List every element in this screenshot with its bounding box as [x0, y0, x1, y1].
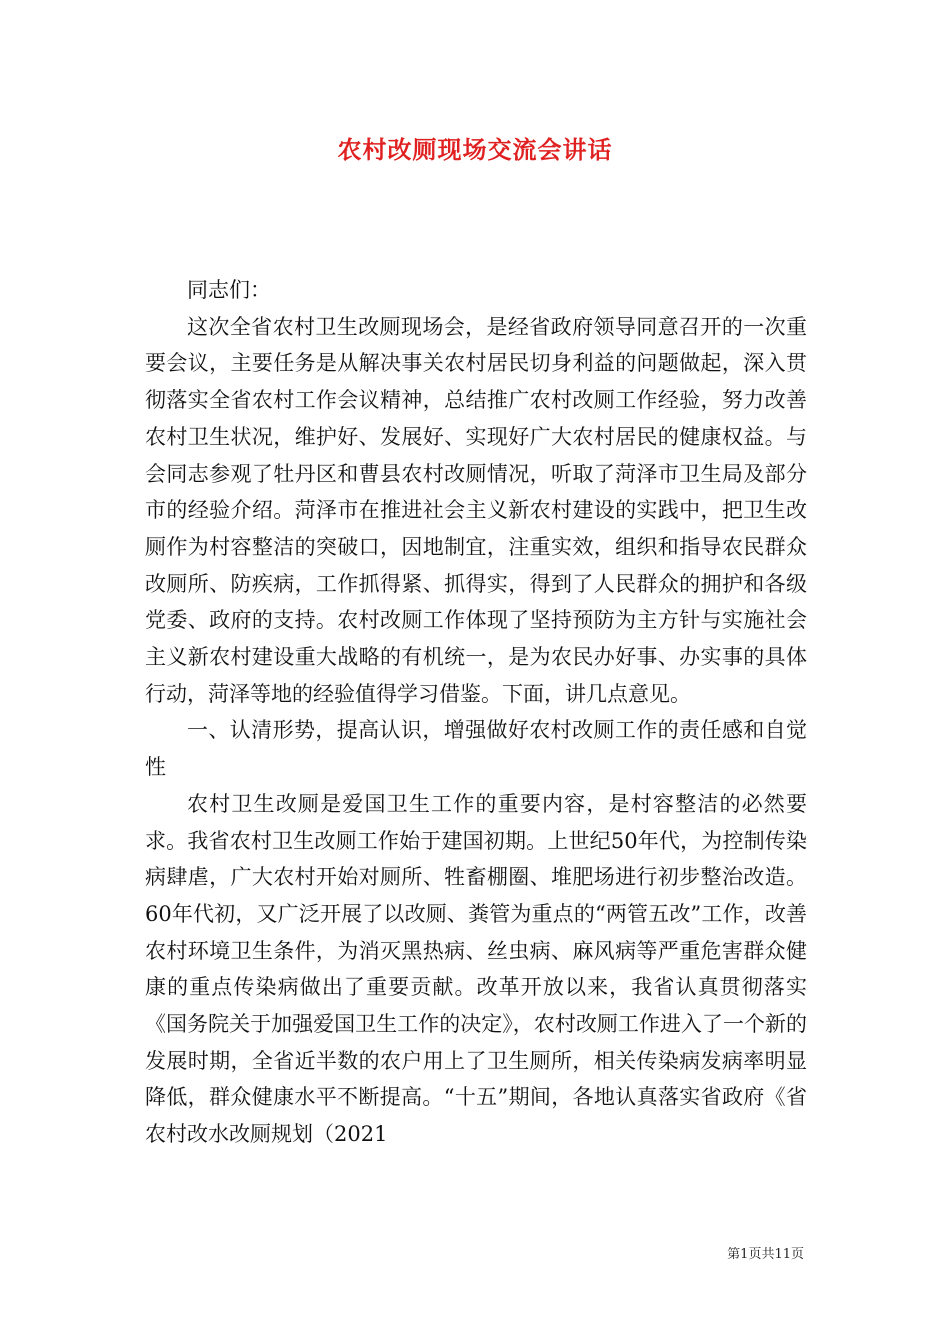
document-body	[145, 272, 807, 1153]
page-number: 第1页共11页	[727, 1247, 804, 1262]
paragraph-history: 农村卫生改厕是爱国卫生工作的重要内容，是村容整洁的必然要求。我省农村卫生改厕工作始于建国初期。上世纪50年代，为控制传染病肆虐，广大农村开始对厕所、牲畜棚圈、堆肥场进行初步整治改造。60年代初，又广泛开展了以改厕、粪管为重点的“两管五改”工作，改善农村环境卫生条件，为消灭黑热病、丝虫病、麻风病等严重危害群众健康的重点传染病做出了重要贡献。改革开放以来，我省认真贯彻落实《国务院关于加强爱国卫生工作的决定》，农村改厕工作进入了一个新的发展时期，全省近半数的农户用上了卫生厕所，相关传染病发病率明显降低，群众健康水平不断提高。“十五”期间，各地认真落实省政府《省农村改水改厕规划（2021	[145, 791, 807, 1147]
paragraph-intro: 这次全省农村卫生改厕现场会，是经省政府领导同意召开的一次重要会议，主要任务是从解决事关农村居民切身利益的问题做起，深入贯彻落实全省农村工作会议精神，总结推广农村改厕工作经验，努力改善农村卫生状况，维护好、发展好、实现好广大农村居民的健康权益。与会同志参观了牡丹区和曹县农村改厕情况，听取了菏泽市卫生局及部分市的经验介绍。菏泽市在推进社会主义新农村建设的实践中，把卫生改厕作为村容整洁的突破口，因地制宜，注重实效，组织和指导农民群众改厕所、防疾病，工作抓得紧、抓得实，得到了人民群众的拥护和各级党委、政府的支持。农村改厕工作体现了坚持预防为主方针与实施社会主义新农村建设重大战略的有机统一，是为农民办好事、办实事的具体行动，菏泽等地的经验值得学习借鉴。下面，讲几点意见。	[145, 314, 807, 706]
document-title: 农村改厕现场交流会讲话	[337, 135, 613, 164]
section-heading: 一、认清形势，提高认识，增强做好农村改厕工作的责任感和自觉性	[145, 718, 807, 780]
salutation: 同志们：	[187, 278, 271, 302]
